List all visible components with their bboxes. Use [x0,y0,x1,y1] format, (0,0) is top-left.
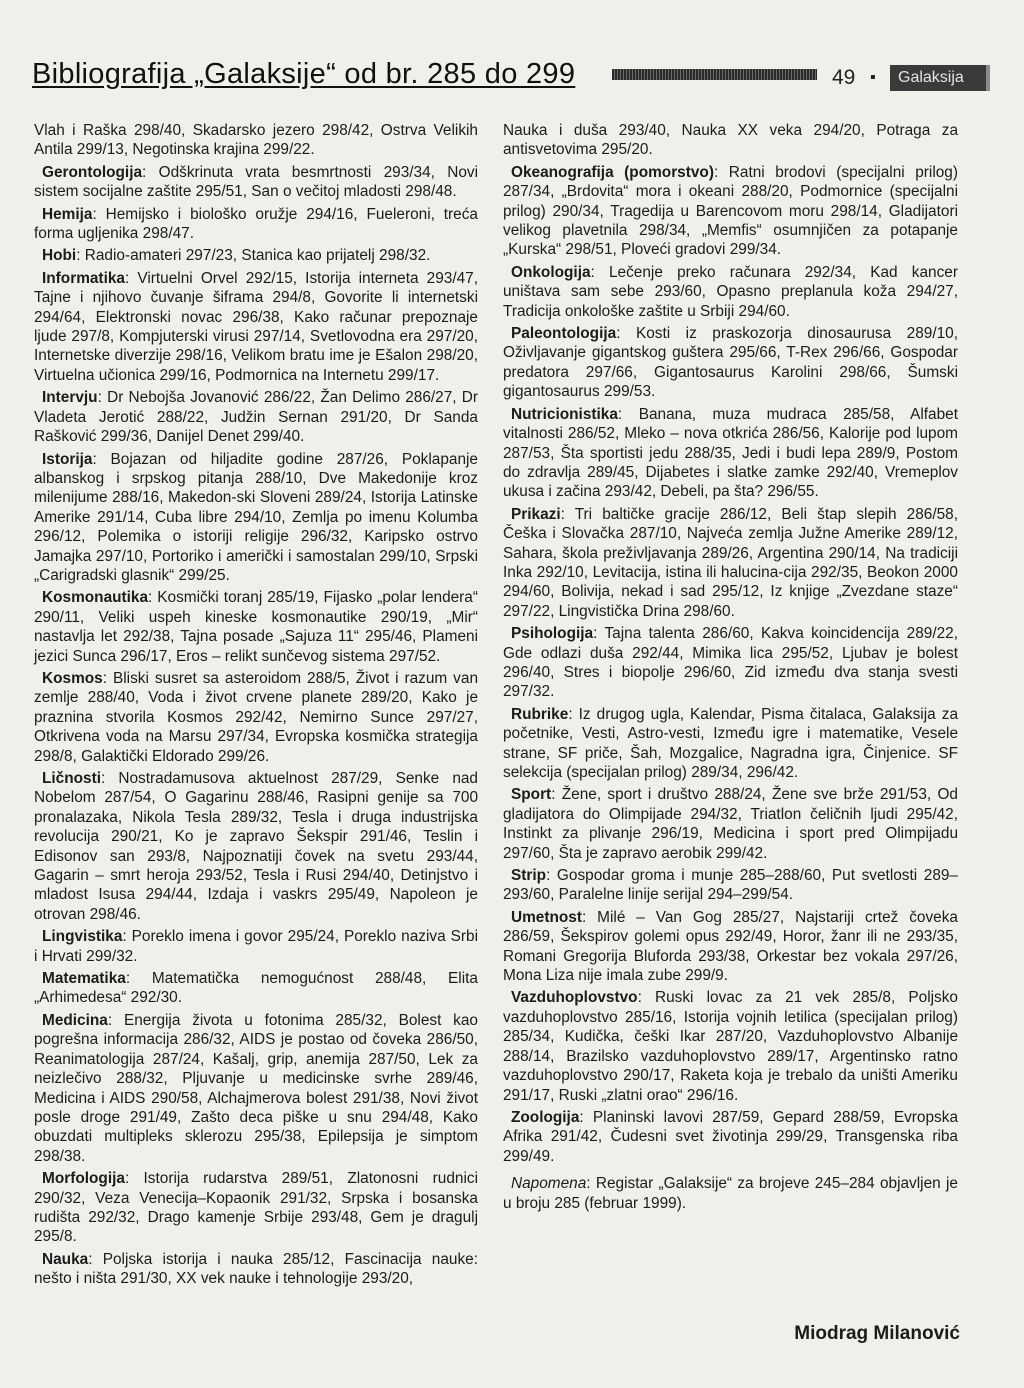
entry-category: Kosmonautika [42,589,149,607]
left-column [34,121,478,1292]
entry-text: : Lečenje preko računara 292/34, Kad kancer uništava sam sebe 293/60, Opasno preplanula koža 294/27, Tradicija onkološke zaštite u Srbiji 294/60. [503,263,958,320]
entry-text: : Planinski lavovi 287/59, Gepard 288/59, Evropska Afrika 291/42, Čudesni svet životinja 299/29, Transgenska riba 299/49. [503,1108,958,1165]
entry-text: Vlah i Raška 298/40, Skadarsko jezero 298/42, Ostrva Velikih Antila 299/13, Negotinska krajina 299/22. [34,122,478,159]
entry-text: : Istorija rudarstva 289/51, Zlatonosni rudnici 290/32, Veza Venecija–Kopaonik 291/32, Srpska i bosanska rudišta 292/32, Drago kamenje Srbije 293/48, Gem je dragulj 295/8. [34,1170,478,1246]
entry-text: : Nostradamusova aktuelnost 287/29, Senke nad Nobelom 287/54, O Gagarinu 288/46, Rasipni genije sa 700 pronalazaka, Nikola Tesla 289/32, Tesla i druga industrijska revolucija 290/21, Ko je zapravo Šekspir 291/46, Teslin i Edisonov san 293/8, Najpoznatiji čovek na svetu 293/44, Gagarin – smrt heroja 293/52, Tesla i Rusi 294/40, Detinjstvo i mladost Isusa 294/44, Izdaja i vaskrs 295/49, Napoleon je otrovan 298/46. [34,770,478,923]
page-title: Bibliografija „Galaksije“ od br. 285 do 299 [32,58,576,90]
entry-text: : Žene, sport i društvo 288/24, Žene sve brže 291/53, Od gladijatora do Olimpijade 294/32, Triatlon čeličnih ljudi 295/42, Instinkt za plivanje 296/19, Medicina i sport pred Olimpijadu 297/60, Šta je zapravo aerobik 299/42. [503,786,958,862]
bibliography-entry [503,405,958,502]
entry-category: Zoologija [511,1108,580,1126]
bibliography-entry [34,588,478,666]
bibliography-entry [34,1169,478,1247]
entry-category: Kosmos [42,669,103,687]
entry-text: : Gospodar groma i munje 285–288/60, Put svetlosti 289–293/60, Paralelne linije serijal 294–299/54. [503,867,958,904]
header-decorative-bar [612,69,817,80]
entry-text: : Poreklo imena i govor 295/24, Poreklo naziva Srbi i Hrvati 299/32. [34,928,478,965]
entry-text: : Energija života u fotonima 285/32, Bolest kao pogrešna informacija 286/32, AIDS je postao od čoveka 286/50, Reanimatologija 287/24, Kašalj, grip, anemija 287/50, Lek za neizlečivo 288/32, Pljuvanje u medicinske svrhe 289/46, Medicina i AIDS 290/58, Alchajmerova bolest 291/38, Novi život posle droge 291/49, Zašto deca piške u snu 294/48, Kako obuzdati multipleks sklerozu 295/38, Epilepsija je simptom 298/38. [34,1011,478,1165]
bibliography-entry [503,1108,958,1166]
bibliography-entry [34,388,478,446]
note-text: : Registar „Galaksije“ za brojeve 245–284 objavljen je u broju 285 (februar 1999). [503,1175,958,1212]
bibliography-entry [34,669,478,766]
entry-text: : Iz drugog ugla, Kalendar, Pisma čitalaca, Galaksija za početnike, Vesti, Astro-vesti, Između igre i matematike, Vesele strane, SF priče, Šah, Mozgalice, Nagradna igra, Činjenice. SF selekcija (specijalan prilog) 289/34, 296/42. [503,705,958,781]
entry-category: Okeanografija (pomorstvo) [511,163,714,181]
bibliography-entry [503,624,958,702]
entry-text: : Kosti iz praskozorja dinosaurusa 289/10, Oživljavanje gigantskog guštera 295/66, T-Rex 296/66, Gospodar predatora 297/66, Gigantosaurus Karolini 298/66, Šumski gigantosaurus 299/53. [503,325,958,401]
entry-text: : Virtuelni Orvel 292/15, Istorija interneta 293/47, Tajne i njihovo čuvanje šiframa 294/8, Govorite li internetski 294/64, Elektronski novac 296/38, Kako računar prepoznaje ljude 297/8, Kompjuterski virusi 297/14, Svetlovodna era 297/20, Internetske diverzije 298/16, Velikom bratu ime je Ešalon 298/20, Virtuelna učionica 299/16, Podmornica na Internetu 299/17. [34,269,478,384]
entry-category: Onkologija [511,263,591,281]
page-header [32,58,962,98]
entry-category: Rubrike [511,705,569,723]
bibliography-entry [34,163,478,202]
bibliography-entry [503,705,958,783]
entry-text: : Ratni brodovi (specijalni prilog) 287/34, „Brdovita“ mora i okeani 288/20, Podmornice (specijalni prilog) 290/34, Tragedija u Barencovom moru 298/14, Gladijatori velikog plavetnila 298/34, „Memfis“ osumnjičen za potapanje „Kurska“ 298/51, Ploveći gradovi 299/34. [503,163,958,259]
entry-text: : Kosmički toranj 285/19, Fijasko „polar lendera“ 290/11, Veliki uspeh kineske kosmonautike 290/19, „Mir“ nastavlja let 292/38, Tajna posade „Sajuza 11“ 295/46, Plameni jezici Sunca 296/17, Eros – relikt sunčevog sistema 297/52. [34,589,478,665]
entry-text: : Banana, muza mudraca 285/58, Alfabet vitalnosti 286/52, Mleko – nova otkrića 286/56, Kalorije pod lupom 287/53, Šta sportisti jedu 288/35, Jedi i budi lepa 289/9, Postom do zdravlja 289/45, Dijabetes i slatke zamke 292/40, Vremeplov ukusa i začina 293/42, Debeli, pa šta? 296/55. [503,405,958,501]
entry-text: : Matematička nemogućnost 288/48, Elita „Arhimedesa“ 292/30. [34,970,478,1007]
entry-text: : Ruski lovac za 21 vek 285/8, Poljsko vazduhoplovstvo 285/16, Istorija vojnih letilica (specijalan prilog) 285/34, Kudička, češki Ikar 287/20, Vazduhoplovstvo Albanije 288/14, Brazilsko vazduhoplovstvo 289/17, Argentinsko ratno vazduhoplovstvo 290/17, Raketa koja je trebalo da uništi Ameriku 291/17, Ruski „zlatni orao“ 296/16. [503,989,958,1104]
entry-category: Paleontologija [511,325,617,343]
bibliography-entry [34,769,478,924]
bibliography-entry [503,988,958,1104]
entry-category: Strip [511,867,547,885]
bibliography-entry [503,163,958,260]
entry-category: Sport [511,786,552,804]
entry-text: : Tri baltičke gracije 286/12, Beli štap slepih 286/58, Češka i Slovačka 287/10, Najveća zemlja Južne Amerike 289/12, Sahara, škola preživljavanja 289/26, Argentina 290/14, Na tradiciji Inka 292/10, Levitacija, istina ili halucina-cija 292/35, Beokon 2000 294/60, Bolivija, nekad i sad 295/12, Iz knjige „Zvezdane staze“ 297/22, Lingvistička Drina 298/60. [503,505,958,620]
entry-text: : Odškrinuta vrata besmrtnosti 293/34, Novi sistem socijalne zaštite 295/51, San o večitoj mladosti 298/48. [34,163,478,201]
bibliography-entry [503,866,958,905]
entry-category: Matematika [42,970,126,988]
entry-category: Medicina [42,1011,108,1029]
entry-text: : Bliski susret sa asteroidom 288/5, Život i razum van zemlje 288/40, Voda i život crvene planete 289/20, Kako je praznina stvorila Kosmos 292/42, Nemirno Sunce 297/27, Otkrivena voda na Marsu 297/34, Evropska kosmička strategija 298/8, Galaktički Eldorado 299/26. [34,669,478,765]
author-name: Miodrag Milanović [794,1323,960,1344]
bibliography-entry [34,246,478,265]
entry-category: Nutricionistika [511,405,618,423]
right-column [503,121,958,1216]
entry-category: Istorija [42,450,93,468]
entry-category: Informatika [42,269,125,287]
entry-text: : Radio-amateri 297/23, Stanica kao prijatelj 298/32. [76,247,431,265]
entry-category: Lingvistika [42,928,123,946]
bibliography-entry [503,505,958,621]
entry-text: : Poljska istorija i nauka 285/12, Fascinacija nauke: nešto i ništa 291/30, XX vek nauke i tehnologije 293/20, [34,1250,478,1288]
magazine-badge: Galaksija [890,65,990,91]
bibliography-entry [503,908,958,986]
bibliography-entry [34,1250,478,1289]
bibliography-entry [34,450,478,586]
entry-category: Gerontologija [42,163,143,181]
entry-category: Nauka [42,1250,89,1268]
entry-category: Hobi [42,247,77,265]
bibliography-entry [503,785,958,863]
entry-category: Psihologija [511,625,594,643]
entry-category: Intervju [42,389,98,407]
page-number: 49 [832,66,856,89]
entry-category: Vazduhoplovstvo [511,989,638,1007]
entry-category: Prikazi [511,505,561,523]
entry-category: Morfologija [42,1170,125,1188]
entry-text: Nauka i duša 293/40, Nauka XX veka 294/20, Potraga za antisvetovima 295/20. [503,122,958,159]
entry-text: : Milé – Van Gog 285/27, Najstariji crtež čoveka 286/59, Šekspirov golemi opus 292/49, Horor, žanr ili ne 293/35, Romani Gregorija Bluforda 293/38, Orkestar bez vokala 297/26, Mona Liza nije imala zube 299/9. [503,908,958,985]
entry-category: Ličnosti [42,770,101,787]
bibliography-entry [34,927,478,966]
bibliography-entry [34,969,478,1008]
entry-category: Hemija [42,205,93,223]
bibliography-entry [34,205,478,244]
entry-category: Umetnost [511,908,582,926]
note-paragraph [503,1174,958,1213]
bibliography-entry [34,1011,478,1166]
bibliography-entry [34,121,478,160]
bibliography-entry [34,269,478,385]
entry-text: : Tajna talenta 286/60, Kakva koincidencija 289/22, Gde odlazi duša 292/44, Mimika lica 295/52, Ljubav je bolest 296/40, Stres i biopolje 296/60, Zid između dva stanja svesti 297/32. [503,625,958,701]
entry-text: : Dr Nebojša Jovanović 286/22, Žan Delimo 286/27, Dr Vladeta Jerotić 288/22, Judžin Sernan 291/20, Dr Sanda Rašković 299/36, Danijel Denet 299/40. [34,389,478,446]
bibliography-entry [503,263,958,321]
bullet-icon: ▪ [870,69,876,86]
bibliography-entry [503,121,958,160]
entry-text: : Hemijsko i biološko oružje 294/16, Fueleroni, treća forma ugljenika 298/47. [34,205,478,243]
entry-text: : Bojazan od hiljadite godine 287/26, Poklapanje albanskog i srpskog pitanja 288/10, Dve Makedonije kroz milenijume 288/16, Makedon-ski Sloveni 289/24, Istorija Latinske Amerike 291/14, Cuba libre 294/10, Zemlja po imenu Kolumba 296/12, Polemika o istoriji religije 296/32, Karipsko ostrvo Jamajka 297/10, Portoriko i američki i samostalan 299/10, Srpski „Carigradski glasnik“ 299/25. [34,450,478,584]
note-label: Napomena [511,1175,587,1193]
bibliography-entry [503,324,958,402]
